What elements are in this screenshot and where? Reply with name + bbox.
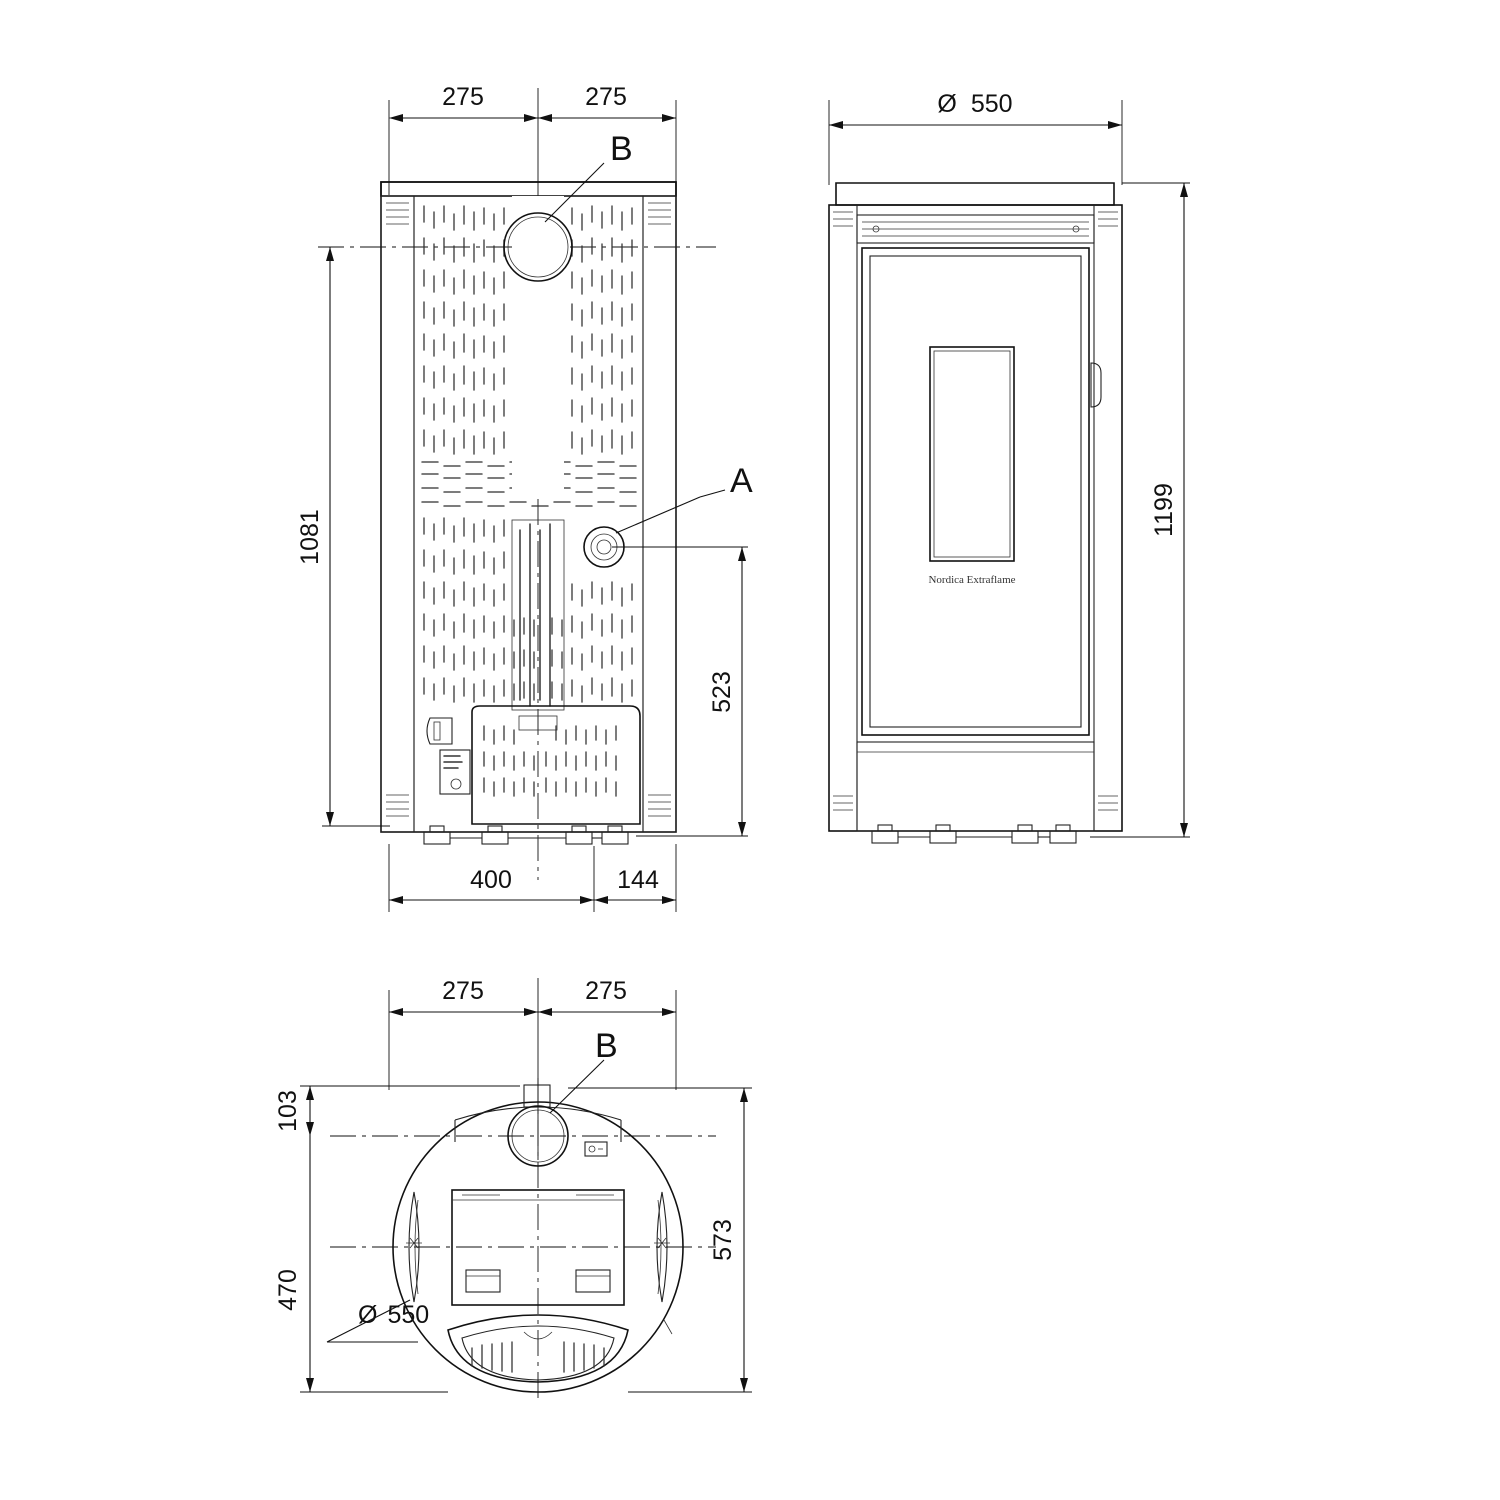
dim-front-top-right-width: 275: [585, 83, 627, 111]
dim-front-bottom-offset: 144: [617, 866, 659, 894]
brand-label: Nordica Extraflame: [928, 574, 1016, 586]
dim-side-diameter: [937, 90, 1012, 118]
dim-front-bottom-width: 400: [470, 866, 512, 894]
callout-b-top-label: B: [595, 1027, 618, 1065]
dim-front-outlet-height: 523: [708, 671, 736, 713]
callout-a-label: A: [730, 462, 753, 500]
front-view: [296, 83, 753, 912]
diameter-symbol-top: Ø: [358, 1301, 378, 1329]
dim-front-top-left-width: 275: [442, 83, 484, 111]
dim-top-flue-offset: 103: [274, 1090, 302, 1132]
dim-top-depth-front: 470: [274, 1269, 302, 1311]
dim-front-total-height: 1081: [296, 509, 324, 565]
diameter-symbol-side: Ø: [937, 90, 957, 118]
dim-top-right-width: 275: [585, 977, 627, 1005]
dim-top-diameter: [358, 1301, 429, 1329]
dim-top-left-width: 275: [442, 977, 484, 1005]
dim-top-total-depth: 573: [709, 1219, 737, 1261]
top-view: [274, 977, 752, 1400]
dim-top-diameter-value: 550: [387, 1301, 430, 1329]
dim-side-total-height: 1199: [1150, 483, 1178, 537]
dim-side-diameter-value: 550: [970, 90, 1013, 118]
callout-b-label: B: [610, 130, 633, 168]
side-view: [829, 90, 1190, 843]
